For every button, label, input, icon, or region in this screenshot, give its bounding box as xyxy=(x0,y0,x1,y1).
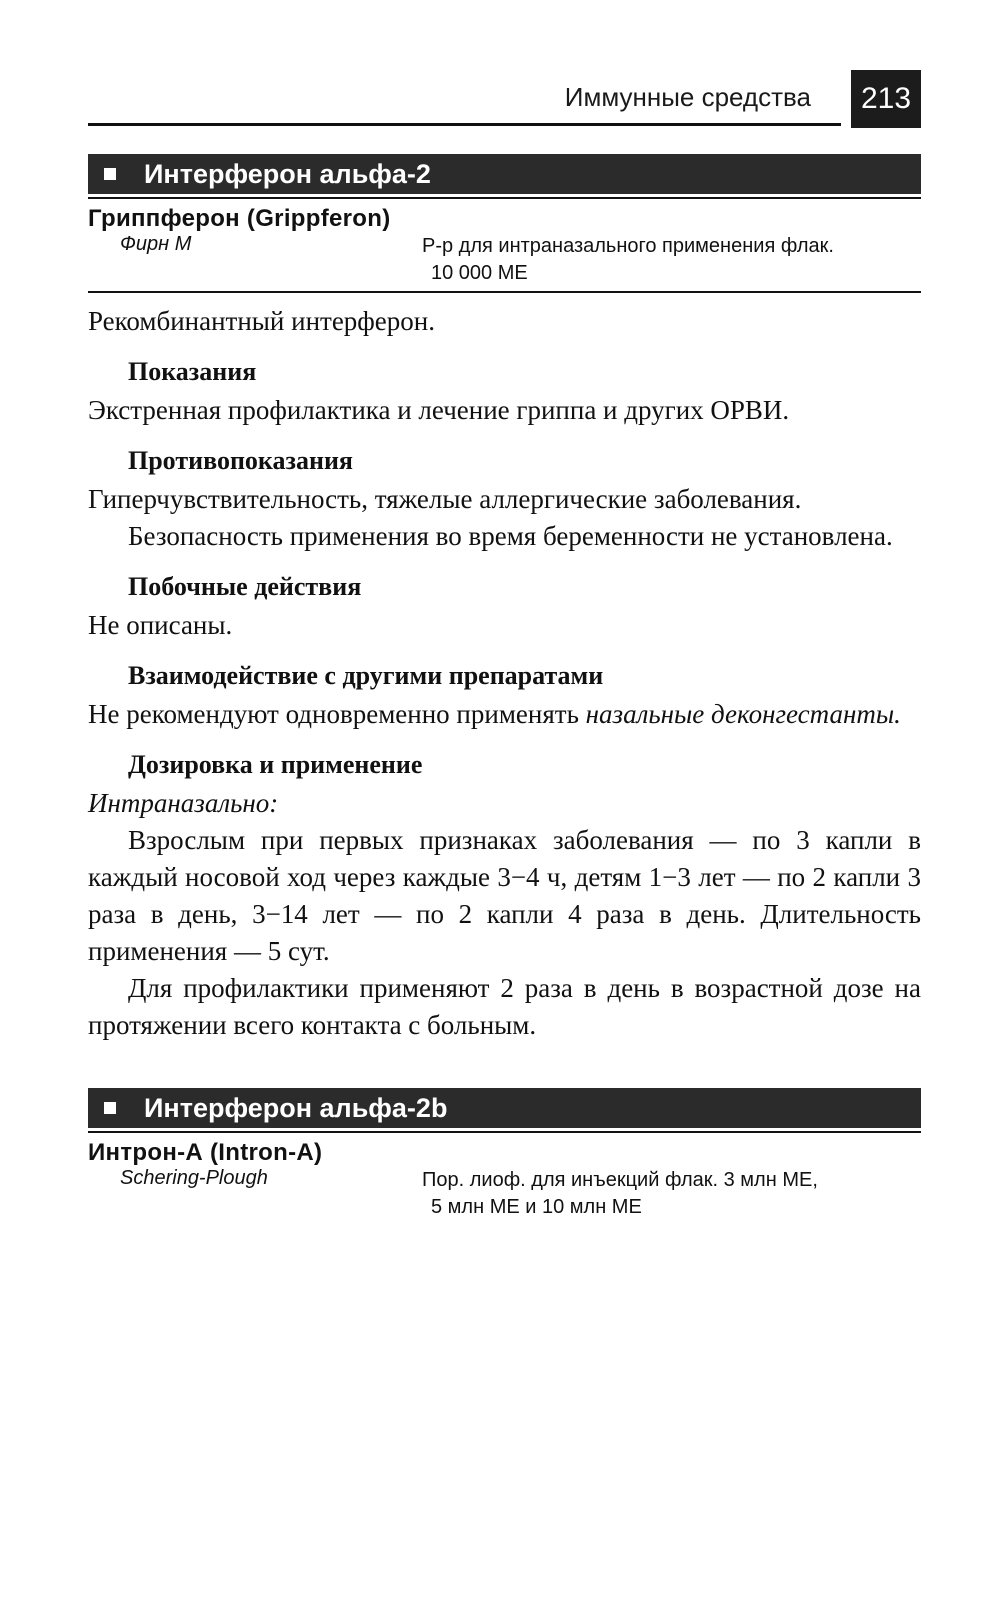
dosage-heading: Дозировка и применение xyxy=(128,750,423,779)
section-title-bar xyxy=(88,1088,921,1128)
section-interferon-alfa-2 xyxy=(88,154,921,1044)
drug-rule xyxy=(88,291,921,293)
square-bullet-icon xyxy=(104,168,116,180)
interactions-text xyxy=(88,696,921,733)
drug-name: Интрон-А (Intron-A) xyxy=(88,1139,323,1166)
section-title-bar xyxy=(88,154,921,194)
manufacturer: Фирн М xyxy=(120,233,192,255)
contraindications-heading: Противопоказания xyxy=(128,446,353,475)
dosage-text: Взрослым при первых признаках заболевания — по 3 капли в каждый носовой ход через каждые 3−4 ч, детям 1−3 лет — по 2 капли 3 раза в день, 3−14 лет — по 2 капли 4 раза в день. Длительность применения — 5 сут. xyxy=(88,825,921,966)
indications-text: Экстренная профилактика и лечение гриппа и других ОРВИ. xyxy=(88,395,790,425)
section-title: Интерферон альфа-2 xyxy=(144,159,431,189)
drug-form-line: Р-р для интраназального применения флак. xyxy=(422,235,834,257)
interactions-text-italic: назальные деконгестанты. xyxy=(585,699,901,729)
section-rule xyxy=(88,197,921,199)
dosage-route: Интраназально: xyxy=(88,788,279,818)
page xyxy=(88,68,921,1225)
page-number: 213 xyxy=(851,70,921,128)
pregnancy-text: Безопасность применения во время беременности не установлена. xyxy=(128,521,893,551)
manufacturer: Schering-Plough xyxy=(120,1167,268,1189)
drug-form-line: 5 млн МЕ и 10 млн МЕ xyxy=(431,1196,642,1218)
interactions-text-plain: Не рекомендуют одновременно применять xyxy=(88,699,586,729)
running-header-title: Иммунные средства xyxy=(564,82,811,112)
drug-form-line: 10 000 МЕ xyxy=(431,262,528,284)
indications-heading: Показания xyxy=(128,357,257,386)
drug-info-row xyxy=(88,233,921,291)
drug-form-line: Пор. лиоф. для инъекций флак. 3 млн МЕ, xyxy=(422,1169,818,1191)
contraindications-text: Гиперчувствительность, тяжелые аллергические заболевания. xyxy=(88,484,802,514)
interactions-heading: Взаимодействие с другими препаратами xyxy=(128,661,604,690)
running-header-rule xyxy=(88,123,841,126)
square-bullet-icon xyxy=(104,1102,116,1114)
section-interferon-alfa-2b xyxy=(88,1088,921,1225)
side-effects-heading: Побочные действия xyxy=(128,572,362,601)
section-title: Интерферон альфа-2b xyxy=(144,1093,448,1123)
side-effects-text: Не описаны. xyxy=(88,610,233,640)
drug-form xyxy=(422,233,922,287)
prophylaxis-text: Для профилактики применяют 2 раза в день в возрастной дозе на протяжении всего контакта с больным. xyxy=(88,973,921,1040)
drug-form xyxy=(422,1167,922,1221)
description: Рекомбинантный интерферон. xyxy=(88,306,435,336)
drug-name: Гриппферон (Grippferon) xyxy=(88,205,391,232)
section-rule xyxy=(88,1131,921,1133)
running-header xyxy=(88,68,921,128)
drug-info-row xyxy=(88,1167,921,1225)
